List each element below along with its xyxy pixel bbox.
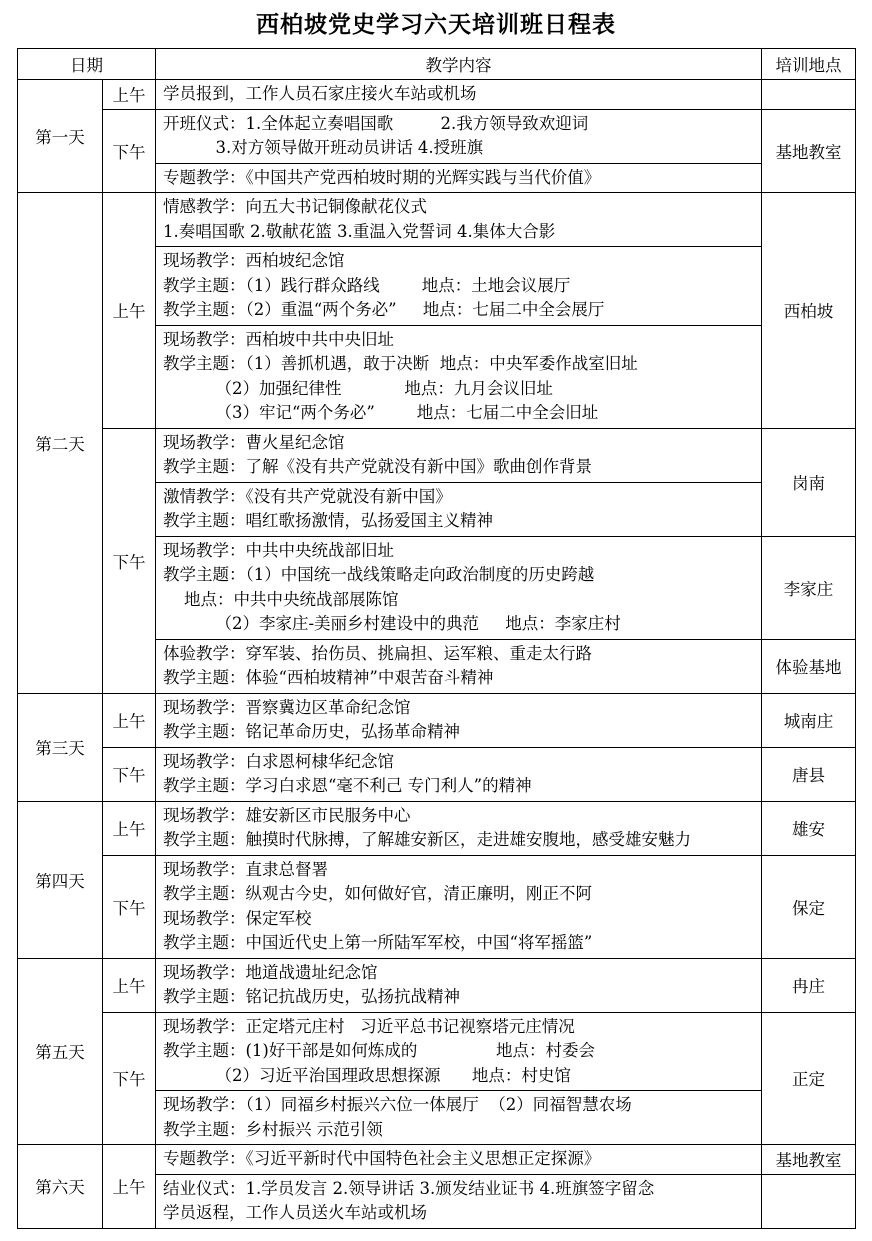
day2-am-block-1: 情感教学：向五大书记铜像献花仪式 1.奏唱国歌 2.敬献花篮 3.重温入党誓词 4.集体大合影 [156,193,762,247]
day5-pm-label: 下午 [103,1012,156,1145]
day6-am-location-2 [762,1174,856,1228]
day5-pm-block-2: 现场教学：（1）同福乡村振兴六位一体展厅 （2）同福智慧农场 教学主题：乡村振兴 示范引领 [156,1091,762,1145]
schedule-table [17,48,856,1229]
day2-pm-block-4: 体验教学：穿军装、抬伤员、挑扁担、运军粮、重走太行路 教学主题：体验“西柏坡精神”中艰苦奋斗精神 [156,639,762,693]
day4-am-label: 上午 [103,801,156,855]
day4-pm-content: 现场教学：直隶总督署 教学主题：纵观古今史，如何做好官，清正廉明，刚正不阿 现场教学：保定军校 教学主题：中国近代史上第一所陆军军校，中国“将军摇篮” [156,855,762,958]
day1-pm-location: 基地教室 [762,109,856,193]
day4-am-row [18,801,856,855]
day2-pm-row-1 [18,428,856,482]
day1-pm-row-1 [18,109,856,163]
day4-pm-location: 保定 [762,855,856,958]
day2-pm-block-1: 现场教学：曹火星纪念馆 教学主题：了解《没有共产党就没有新中国》歌曲创作背景 [156,428,762,482]
day6-am-row-1 [18,1145,856,1175]
day3-am-row [18,693,856,747]
day3-am-content: 现场教学：晋察冀边区革命纪念馆 教学主题：铭记革命历史，弘扬革命精神 [156,693,762,747]
day2-pm-label: 下午 [103,428,156,693]
day2-pm-location-3: 体验基地 [762,639,856,693]
day4-am-content: 现场教学：雄安新区市民服务中心 教学主题：触摸时代脉搏，了解雄安新区，走进雄安腹地，感受雄安魅力 [156,801,762,855]
header-location: 培训地点 [762,49,856,80]
day1-label: 第一天 [18,80,103,193]
day5-label: 第五天 [18,958,103,1145]
day1-pm-lecture: 专题教学：《中国共产党西柏坡时期的光辉实践与当代价值》 [156,163,762,193]
day1-am-location [762,80,856,110]
day3-pm-location: 唐县 [762,747,856,801]
day4-pm-label: 下午 [103,855,156,958]
day2-am-location: 西柏坡 [762,193,856,429]
day2-am-row-1 [18,193,856,247]
day5-pm-row-1 [18,1012,856,1091]
page-title: 西柏坡党史学习六天培训班日程表 [256,12,616,38]
day1-am-content: 学员报到，工作人员石家庄接火车站或机场 [156,80,762,110]
day2-am-block-3: 现场教学：西柏坡中共中央旧址 教学主题：（1）善抓机遇，敢于决断 地点：中央军委作战室旧址 （2）加强纪律性 地点：九月会议旧址 （3）牢记“两个务必” 地点：七届二中全会旧址 [156,325,762,428]
header-date: 日期 [18,49,156,80]
day6-am-lecture: 专题教学：《习近平新时代中国特色社会主义思想正定探源》 [156,1145,762,1175]
day3-am-location: 城南庄 [762,693,856,747]
day6-am-label: 上午 [103,1145,156,1229]
day1-am-row [18,80,856,110]
day1-pm-label: 下午 [103,109,156,193]
day2-label: 第二天 [18,193,103,694]
day5-pm-block-1: 现场教学：正定塔元庄村 习近平总书记视察塔元庄情况 教学主题：(1)好干部是如何炼成的 地点：村委会 （2）习近平治国理政思想探源 地点：村史馆 [156,1012,762,1091]
header-content: 教学内容 [156,49,762,80]
day5-am-location: 冉庄 [762,958,856,1012]
day3-label: 第三天 [18,693,103,801]
day2-pm-block-3: 现场教学：中共中央统战部旧址 教学主题：（1）中国统一战线策略走向政治制度的历史跨越 地点：中共中央统战部展陈馆 （2）李家庄-美丽乡村建设中的典范 地点：李家庄村 [156,536,762,639]
day5-am-content: 现场教学：地道战遗址纪念馆 教学主题：铭记抗战历史，弘扬抗战精神 [156,958,762,1012]
day5-am-label: 上午 [103,958,156,1012]
day2-pm-location-2: 李家庄 [762,536,856,639]
day4-label: 第四天 [18,801,103,958]
day1-pm-opening: 开班仪式：1.全体起立奏唱国歌 2.我方领导致欢迎词 3.对方领导做开班动员讲话 4.授班旗 [156,109,762,163]
header-row [18,49,856,80]
day3-am-label: 上午 [103,693,156,747]
day6-am-closing: 结业仪式：1.学员发言 2.领导讲话 3.颁发结业证书 4.班旗签字留念 学员返程，工作人员送火车站或机场 [156,1174,762,1228]
day3-pm-row [18,747,856,801]
day4-pm-row [18,855,856,958]
day2-pm-block-2: 激情教学：《没有共产党就没有新中国》 教学主题：唱红歌扬激情，弘扬爱国主义精神 [156,482,762,536]
day3-pm-content: 现场教学：白求恩柯棣华纪念馆 教学主题：学习白求恩“毫不利己 专门利人”的精神 [156,747,762,801]
day2-am-block-2: 现场教学：西柏坡纪念馆 教学主题：（1）践行群众路线 地点：土地会议展厅 教学主题：（2）重温“两个务必” 地点：七届二中全会展厅 [156,247,762,326]
day2-am-label: 上午 [103,193,156,429]
day6-label: 第六天 [18,1145,103,1229]
day1-am-label: 上午 [103,80,156,110]
day2-pm-location-1: 岗南 [762,428,856,536]
day5-pm-location: 正定 [762,1012,856,1145]
day6-am-location-1: 基地教室 [762,1145,856,1175]
day4-am-location: 雄安 [762,801,856,855]
day5-am-row [18,958,856,1012]
day3-pm-label: 下午 [103,747,156,801]
